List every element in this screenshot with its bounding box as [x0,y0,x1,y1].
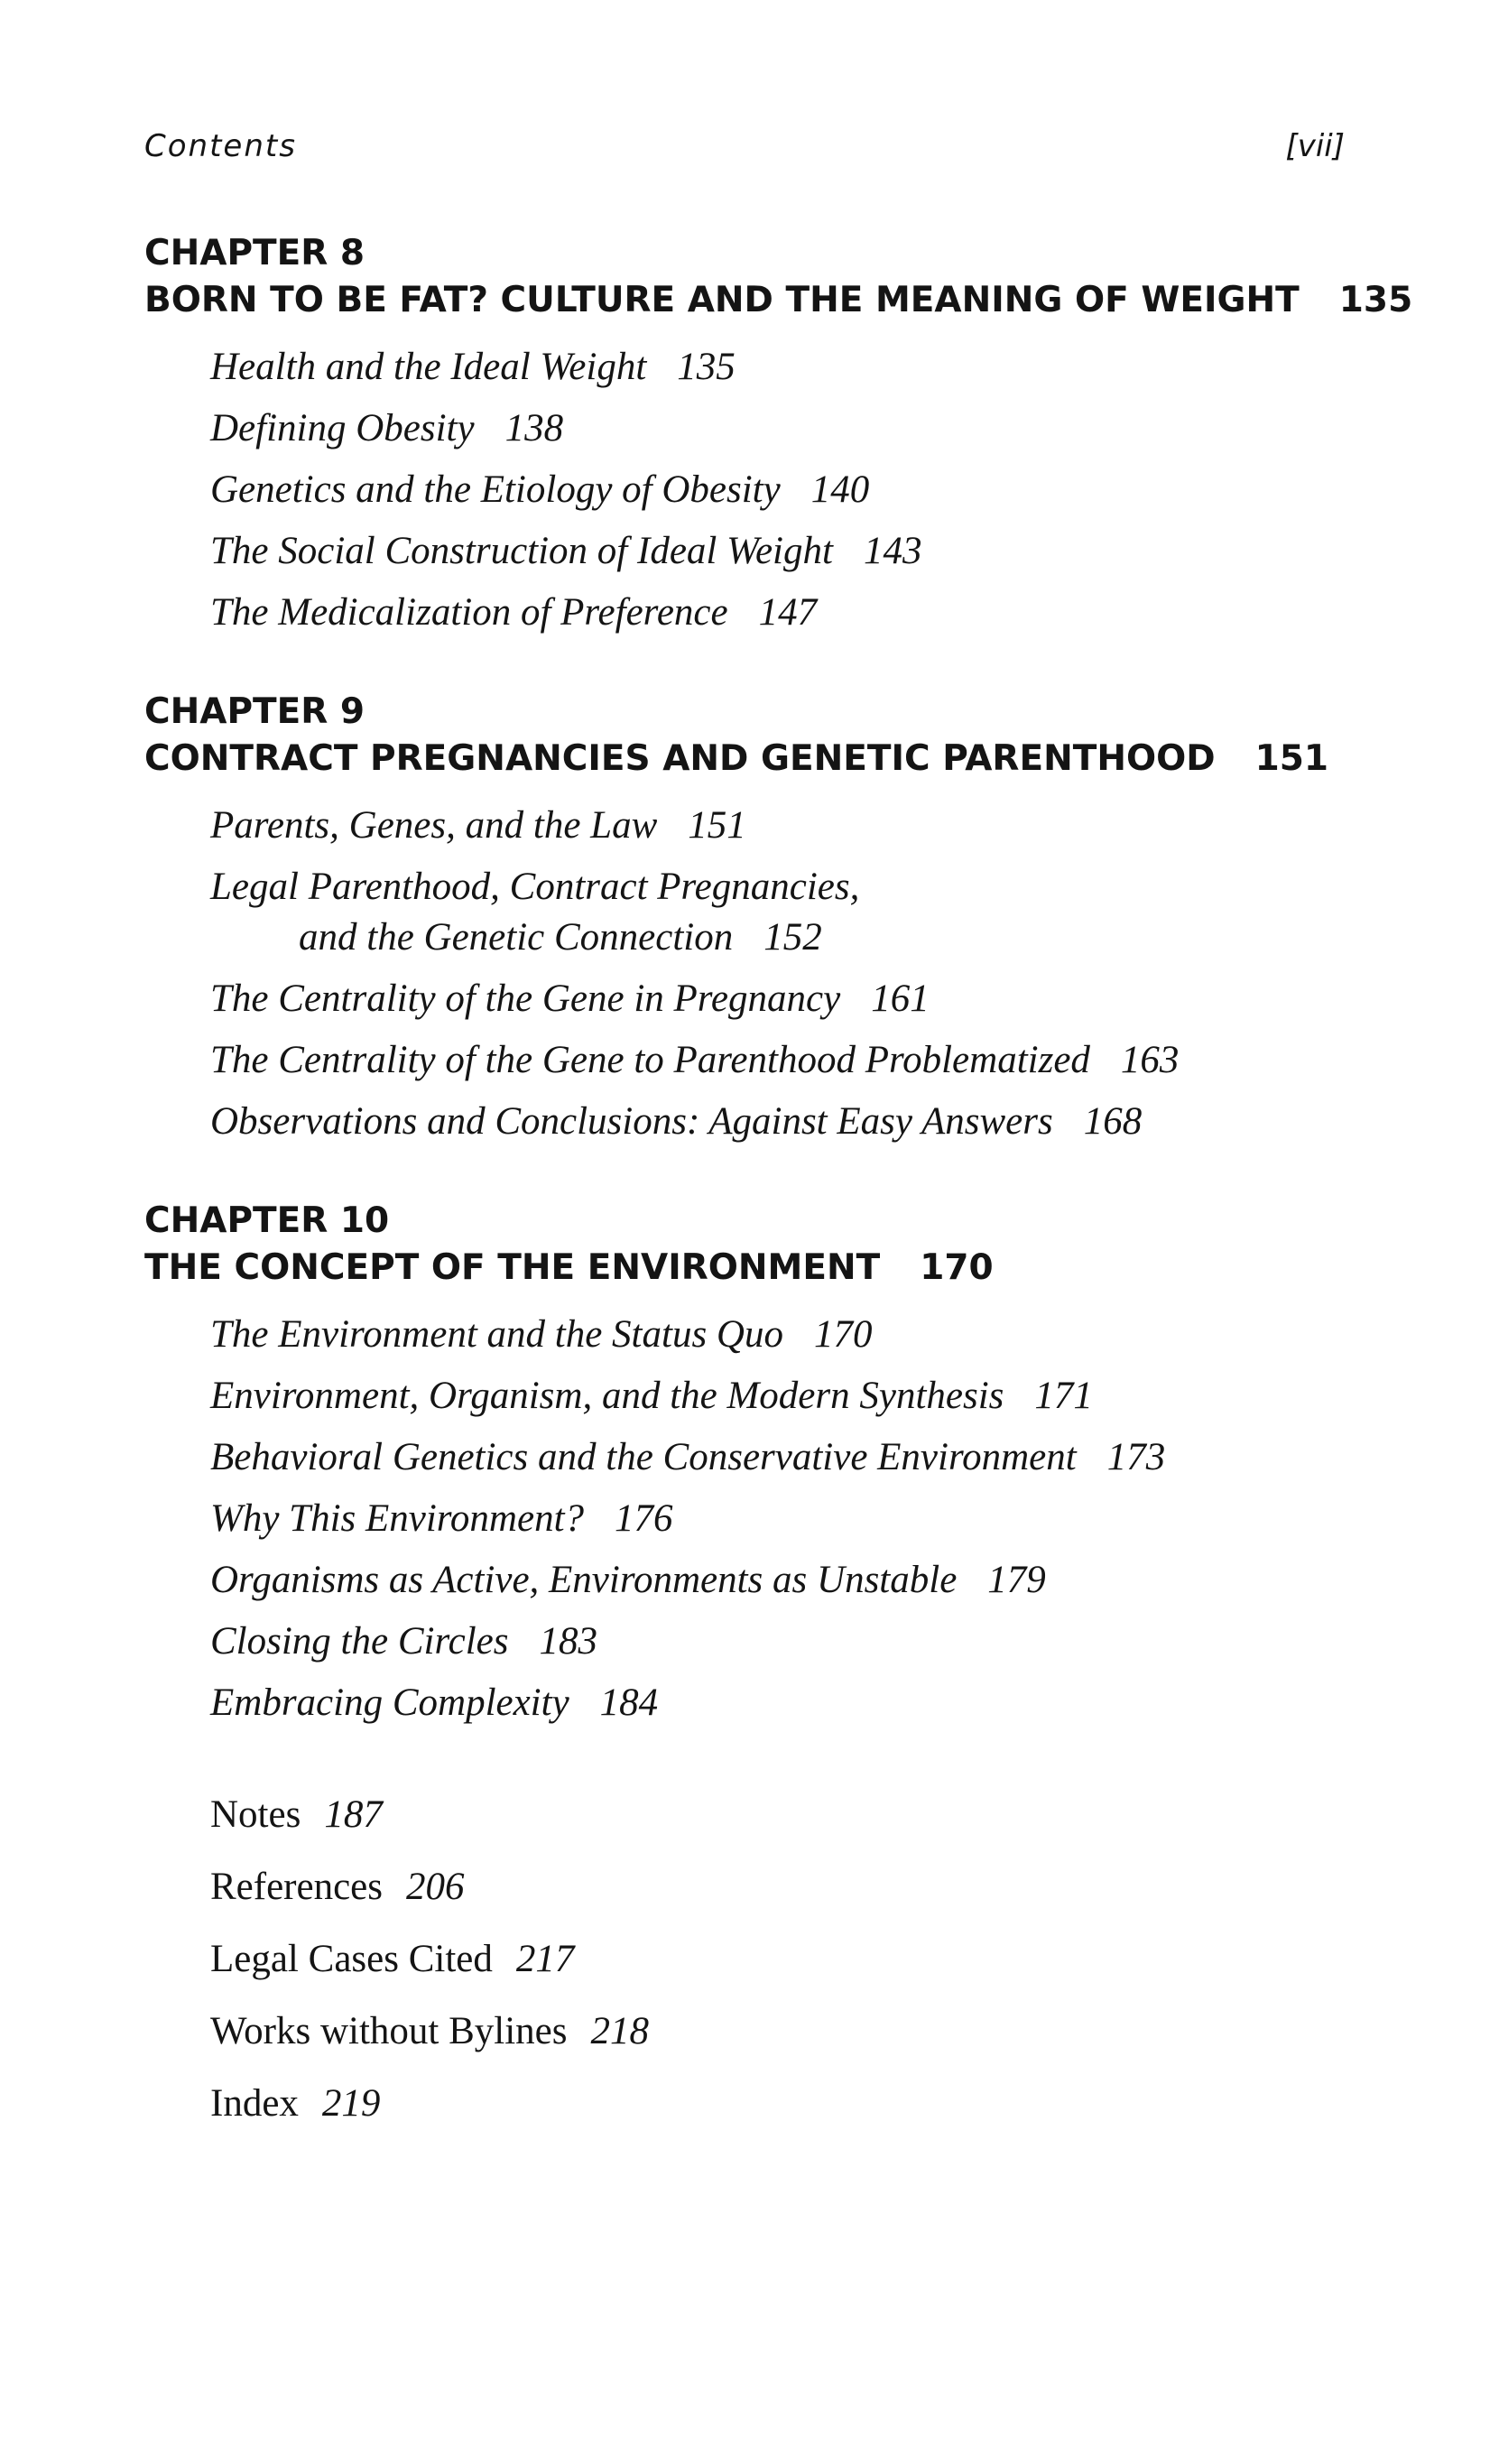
entry-title: Index [210,2082,299,2125]
entry-page: 168 [1083,1100,1143,1143]
entry-page: 176 [615,1497,673,1540]
toc-entry[interactable] [144,521,1345,582]
toc-entry[interactable] [144,459,1345,521]
entry-title-continuation [210,912,1345,963]
entry-title: References [210,1866,383,1908]
chapter-title[interactable] [144,277,1413,324]
toc-entry[interactable] [144,582,1345,644]
entry-title: Legal Parenthood, Contract Pregnancies, [210,866,860,908]
toc-entry[interactable] [144,1030,1345,1091]
entry-page: 152 [763,916,822,959]
chapter-page: 170 [920,1247,994,1288]
entry-title: The Centrality of the Gene to Parenthood Problematized [210,1039,1090,1081]
entry-page: 173 [1106,1436,1166,1478]
toc-entry[interactable] [144,862,1345,963]
chapter-8 [144,230,1413,644]
chapter-title-text: BORN TO BE FAT? CULTURE AND THE MEANING OF WEIGHT [144,280,1300,320]
entry-page: 163 [1120,1039,1180,1081]
page-number: [vii] [1285,128,1345,164]
chapter-label: CHAPTER 10 [144,1200,390,1241]
chapter-title[interactable] [144,1245,1345,1292]
toc-entry[interactable] [144,398,1345,459]
entry-page: 184 [599,1681,659,1724]
entry-page: 183 [539,1620,597,1663]
toc-entry[interactable] [144,337,1345,398]
entry-title: Legal Cases Cited [210,1938,493,1980]
chapter-9 [144,689,1345,1153]
back-matter-entry[interactable] [210,1779,1345,1851]
entry-page: 187 [324,1793,383,1836]
entry-page: 217 [515,1938,575,1980]
toc-entry[interactable] [144,1611,1345,1672]
running-head-title: Contents [144,128,297,164]
section-list [144,337,1345,644]
toc-entry[interactable] [144,1672,1345,1734]
entry-page: 219 [321,2082,381,2125]
table-of-contents [144,230,1413,2140]
entry-title: Observations and Conclusions: Against Easy Answers [210,1100,1053,1143]
entry-page: 170 [814,1313,873,1356]
entry-page: 218 [590,2010,649,2052]
chapter-title-text: CONTRACT PREGNANCIES AND GENETIC PARENTHOOD [144,738,1216,779]
back-matter-entry[interactable] [210,1996,1345,2068]
entry-title: The Medicalization of Preference [210,591,728,634]
entry-title: Embracing Complexity [210,1681,569,1724]
chapter-title-text: THE CONCEPT OF THE ENVIRONMENT [144,1247,881,1288]
entry-page: 140 [810,468,870,511]
entry-title: Behavioral Genetics and the Conservative Environment [210,1436,1077,1478]
entry-page: 151 [688,804,746,847]
entry-title: Defining Obesity [210,407,475,449]
entry-page: 143 [863,530,922,572]
toc-entry[interactable] [144,795,1345,857]
entry-page: 138 [504,407,564,449]
entry-title: Genetics and the Etiology of Obesity [210,468,781,511]
entry-title: The Environment and the Status Quo [210,1313,783,1356]
section-list [144,795,1345,1153]
chapter-label: CHAPTER 9 [144,691,365,732]
toc-entry[interactable] [144,968,1345,1030]
entry-page: 179 [987,1559,1046,1601]
entry-title: Parents, Genes, and the Law [210,804,658,847]
back-matter-entry[interactable] [210,1923,1345,1996]
chapter-page: 151 [1254,738,1329,779]
toc-entry[interactable] [144,1091,1345,1153]
entry-title: Organisms as Active, Environments as Unstable [210,1559,958,1601]
entry-title: The Centrality of the Gene in Pregnancy [210,977,841,1020]
entry-page: 135 [677,346,736,388]
entry-page: 147 [758,591,818,634]
entry-title: Closing the Circles [210,1620,509,1663]
entry-title: The Social Construction of Ideal Weight [210,530,833,572]
toc-entry[interactable] [144,1550,1345,1611]
entry-title: Notes [210,1793,301,1836]
entry-title: Health and the Ideal Weight [210,346,647,388]
back-matter-entry[interactable] [210,2068,1345,2140]
chapter-title[interactable] [144,736,1345,783]
chapter-10 [144,1198,1345,1734]
toc-entry[interactable] [144,1427,1345,1488]
entry-page: 171 [1034,1375,1093,1417]
toc-entry[interactable] [144,1488,1345,1550]
running-head [144,128,1345,173]
entry-title: Environment, Organism, and the Modern Synthesis [210,1375,1004,1417]
back-matter-entry[interactable] [210,1851,1345,1923]
chapter-label: CHAPTER 8 [144,233,365,273]
toc-entry[interactable] [144,1304,1345,1366]
toc-entry[interactable] [144,1366,1345,1427]
entry-title: Why This Environment? [210,1497,585,1540]
chapter-page: 135 [1338,280,1413,320]
back-matter-list [144,1779,1345,2140]
entry-page: 161 [871,977,930,1020]
entry-continuation-text: and the Genetic Connection [299,916,734,959]
section-list [144,1304,1345,1734]
entry-page: 206 [405,1866,465,1908]
entry-title: Works without Bylines [210,2010,568,2052]
